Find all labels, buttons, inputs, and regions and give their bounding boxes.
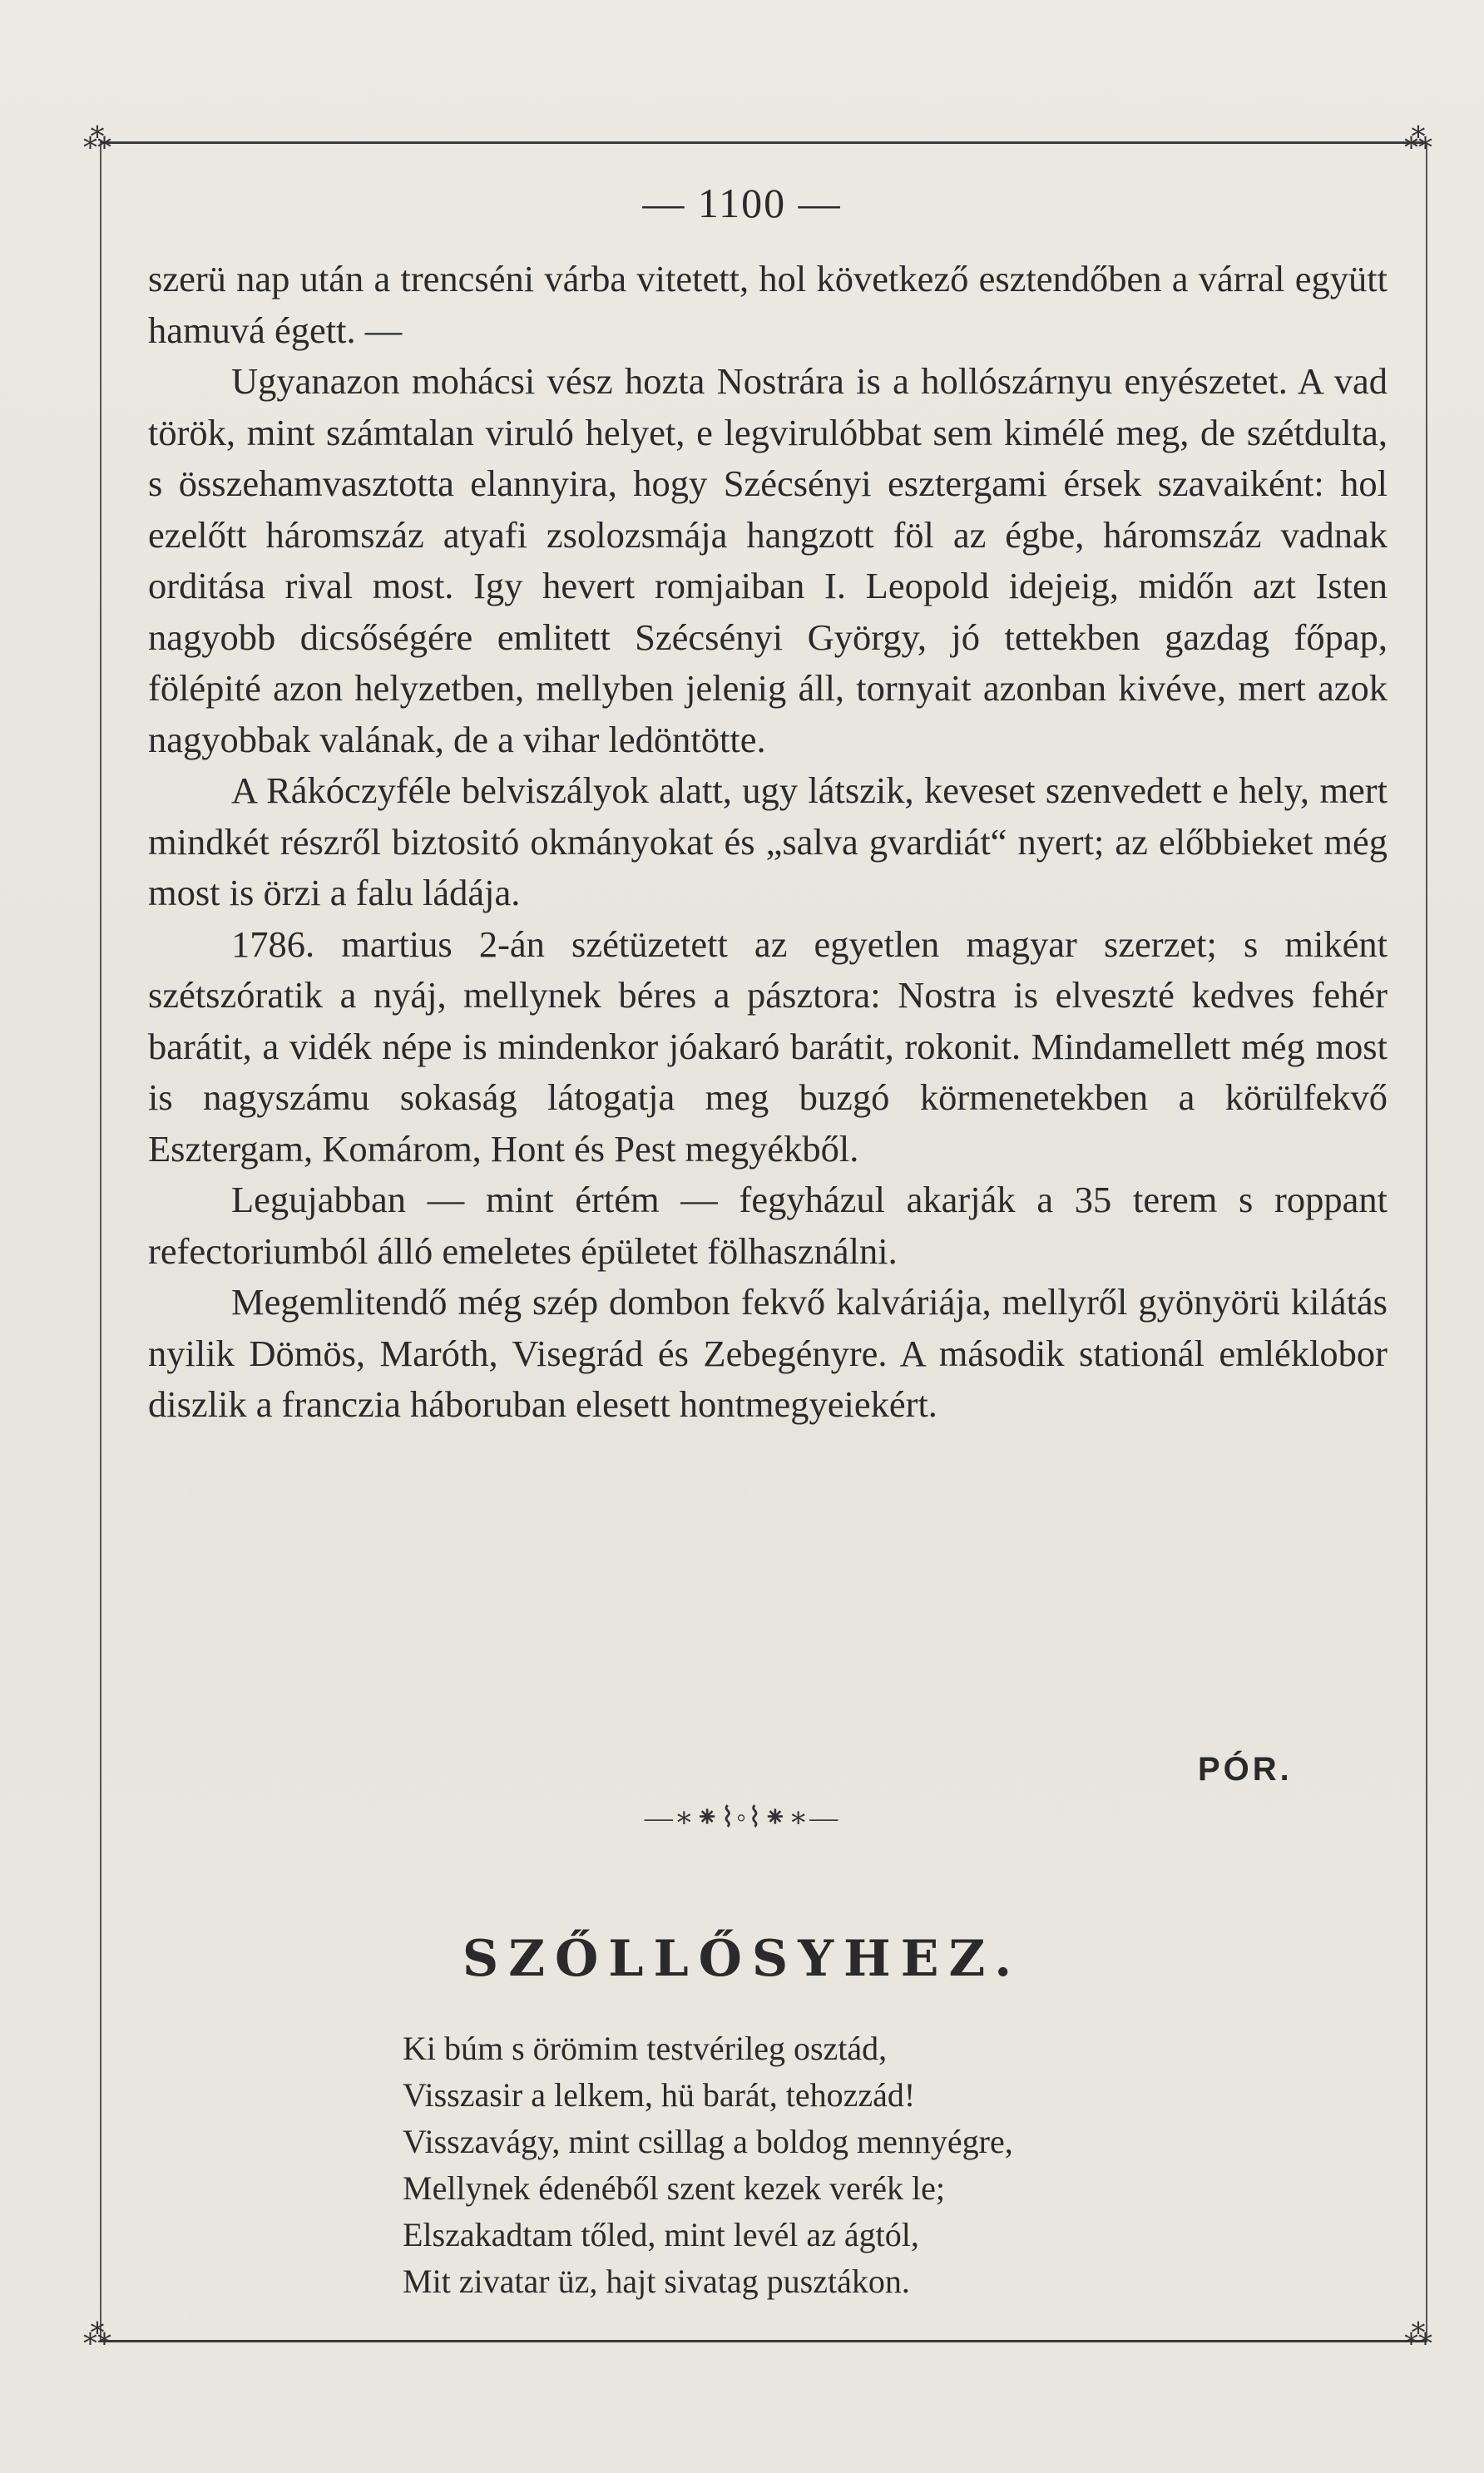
poem-line: Ki búm s örömim testvérileg osztád,	[403, 2030, 888, 2067]
corner-ornament-bottom-right: ⁂	[1404, 2318, 1432, 2352]
paragraph-4: 1786. martius 2-án szétüzetett az egyetlen magyar szerzet; s miként szétszóratik a nyáj, mellynek béres a pásztora: Nostra is elveszté kedves fehér barátit, a vidék népe is mindenkor jóakaró barátit, rokonit. Mindamellett még most is nagyszámu sokaság látogatja meg buzgó körmenetekben a körülfekvő Esztergam, Komárom, Hont és Pest megyékből.	[148, 922, 1388, 1170]
paragraph-6: Megemlitendő még szép dombon fekvő kalváriája, mellyről gyönyörü kilátás nyilik Dömös, Maróth, Visegrád és Zebegényre. A második stationál emléklobor diszlik a franczia háboruban elesett hontmegyeiekért.	[148, 1281, 1388, 1425]
corner-ornament-top-left: ⁂	[83, 122, 111, 156]
paragraph-2: Ugyanazon mohácsi vész hozta Nostrára is a hollószárnyu enyészetet. A vad török, mint számtalan viruló helyet, e legvirulóbbat sem kimélé meg, de szétdulta, s összehamvasztotta elannyira, hogy Szécsényi esztergami érsek szavaiként: hol ezelőtt háromszáz atyafi zsolozsmája hangzott föl az égbe, háromszáz vadnak orditása rival most. Igy hevert romjaiban I. Leopold idejeig, midőn azt Isten nagyobb dicsőségére emlitett Szécsényi György, jó tettekben gazdag főpap, fölépité azon helyzetben, mellyben jelenig áll, tornyait azonban kivéve, mert azok nagyobbak valának, de a vihar ledöntötte.	[148, 360, 1388, 760]
article-body	[148, 254, 1388, 1431]
paragraph-1: szerü nap után a trencséni várba vitetett, hol következő esztendőben a várral együtt hamuvá égett. —	[148, 258, 1388, 351]
poem-line: Elszakadtam tőled, mint levél az ágtól,	[403, 2216, 919, 2253]
separator-ornament: —∗⁕⌇◦⌇⁕∗—	[644, 1803, 840, 1833]
author-signature: PÓR.	[1198, 1751, 1293, 1788]
poem-line: Visszasir a lelkem, hü barát, tehozzád!	[403, 2076, 916, 2114]
corner-ornament-top-right: ⁂	[1404, 122, 1432, 156]
poem-line: Mit zivatar üz, hajt sivatag pusztákon.	[403, 2263, 910, 2300]
paragraph-5: Legujabban — mint értém — fegyházul akarják a 35 terem s roppant refectoriumból álló emeletes épületet fölhasználni.	[148, 1179, 1388, 1272]
poem-title: SZŐLLŐSYHEZ.	[462, 1930, 1022, 1988]
poem-body	[403, 2025, 1013, 2305]
poem-line: Mellynek édenéből szent kezek verék le;	[403, 2169, 945, 2207]
poem-line: Visszavágy, mint csillag a boldog mennyégre,	[403, 2123, 1013, 2160]
corner-ornament-bottom-left: ⁂	[83, 2318, 111, 2352]
page-number: — 1100 —	[642, 180, 842, 226]
paragraph-3: A Rákóczyféle belviszályok alatt, ugy látszik, keveset szenvedett e hely, mert mindkét részről biztositó okmányokat és „salva gvardiát“ nyert; az előbbieket még most is örzi a falu ládája.	[148, 769, 1388, 913]
